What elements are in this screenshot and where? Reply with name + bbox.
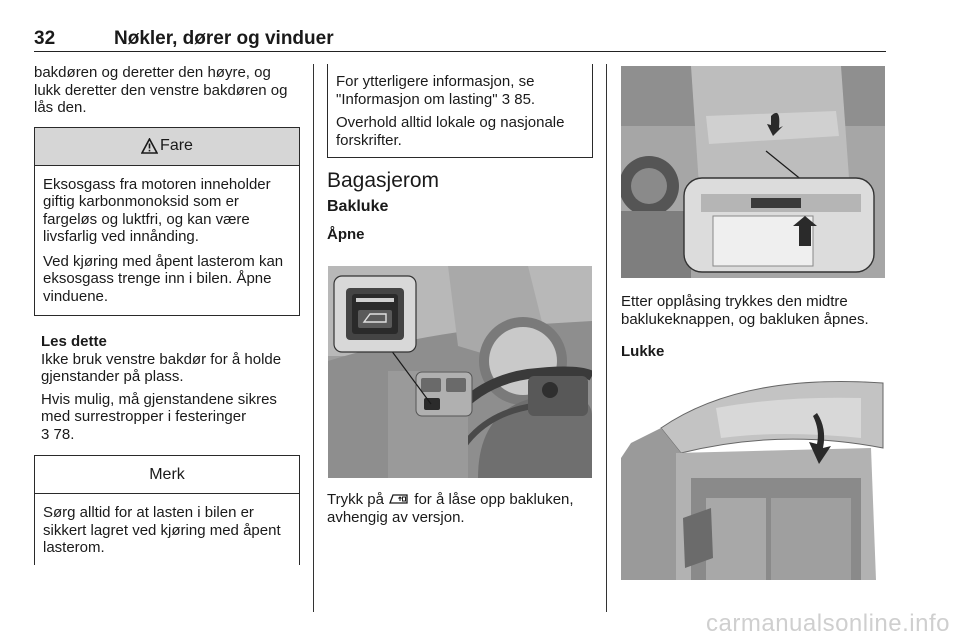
dashboard-illustration (328, 266, 592, 478)
column-divider (313, 64, 314, 612)
les-dette-note (34, 333, 300, 443)
intro-text: bakdøren og deretter den høyre, og lukk deretter den venstre bakdøren og lås den. (34, 64, 288, 116)
danger-box-body (35, 166, 299, 316)
danger-box-header (35, 128, 299, 166)
les-dette-text-2-body: Hvis mulig, må gjenstandene sikres med surrestropper i festeringer (41, 390, 277, 425)
section-heading-bagasjerom: Bagasjerom (327, 169, 440, 192)
merk-box-header (35, 456, 299, 494)
merk-box (34, 455, 300, 565)
caption-text-post: for å låse opp bakluken, avhengig av versjon. (327, 491, 574, 526)
tailgate-closing-illustration (621, 368, 885, 580)
page-title: Nøkler, dører og vinduer (114, 28, 334, 49)
page-number: 32 (34, 28, 56, 49)
tailgate-caption: Etter opplåsing trykkes den midtre baklukeknappen, og bakluken åpnes. (621, 293, 869, 328)
merk-box-title: Merk (149, 465, 185, 483)
tailgate-button-icon (388, 491, 410, 505)
dashboard-caption (327, 491, 597, 526)
column-divider (606, 64, 607, 612)
danger-text-2: Ved kjøring med åpent lasterom kan eksosgass trenge inn i bilen. Åpne vinduene. (43, 252, 284, 305)
subheading-apne: Åpne (327, 226, 365, 243)
page-header (34, 28, 886, 52)
info-box (327, 64, 593, 158)
column-1 (34, 64, 300, 565)
info-text-1-body: For ytterligere informasjon, se "Informasjon om lasting" (336, 73, 535, 108)
les-dette-title: Les dette (41, 333, 107, 350)
merk-text: Sørg alltid for at lasten i bilen er sikkert lagret ved kjøring med åpent lasterom. (43, 504, 281, 556)
les-dette-text-2 (41, 391, 300, 444)
warning-triangle-icon (141, 138, 158, 154)
page-ref-85[interactable]: 85. (514, 90, 536, 108)
danger-box-title: Fare (160, 137, 193, 155)
info-text-1 (336, 73, 584, 108)
tailgate-closing-illustration-svg (621, 368, 885, 580)
caption-text-pre: Trykk på (327, 491, 384, 508)
column-3-text (621, 293, 887, 361)
page-ref-78[interactable]: 78. (53, 425, 75, 443)
tailgate-button-illustration-svg (621, 66, 885, 278)
column-2 (327, 64, 593, 244)
tailgate-button-illustration (621, 66, 885, 278)
page-ref-arrow-icon: 3 (41, 425, 50, 443)
danger-text-1: Eksosgass fra motoren inneholder giftig karbonmonoksid som er fargeløs og luktfri, og kan være livsfarlig ved innånding. (43, 175, 271, 245)
subheading-lukke: Lukke (621, 343, 665, 360)
info-text-2: Overhold alltid lokale og nasjonale forskrifter. (336, 114, 565, 149)
page-ref-arrow-icon: 3 (501, 90, 511, 108)
subheading-bakluke: Bakluke (327, 197, 389, 215)
danger-box (34, 127, 300, 317)
watermark: carmanualsonline.info (706, 610, 950, 637)
dashboard-illustration-svg (328, 266, 592, 478)
merk-box-body (35, 494, 299, 567)
les-dette-text-1: Ikke bruk venstre bakdør for å holde gjenstander på plass. (41, 350, 282, 385)
